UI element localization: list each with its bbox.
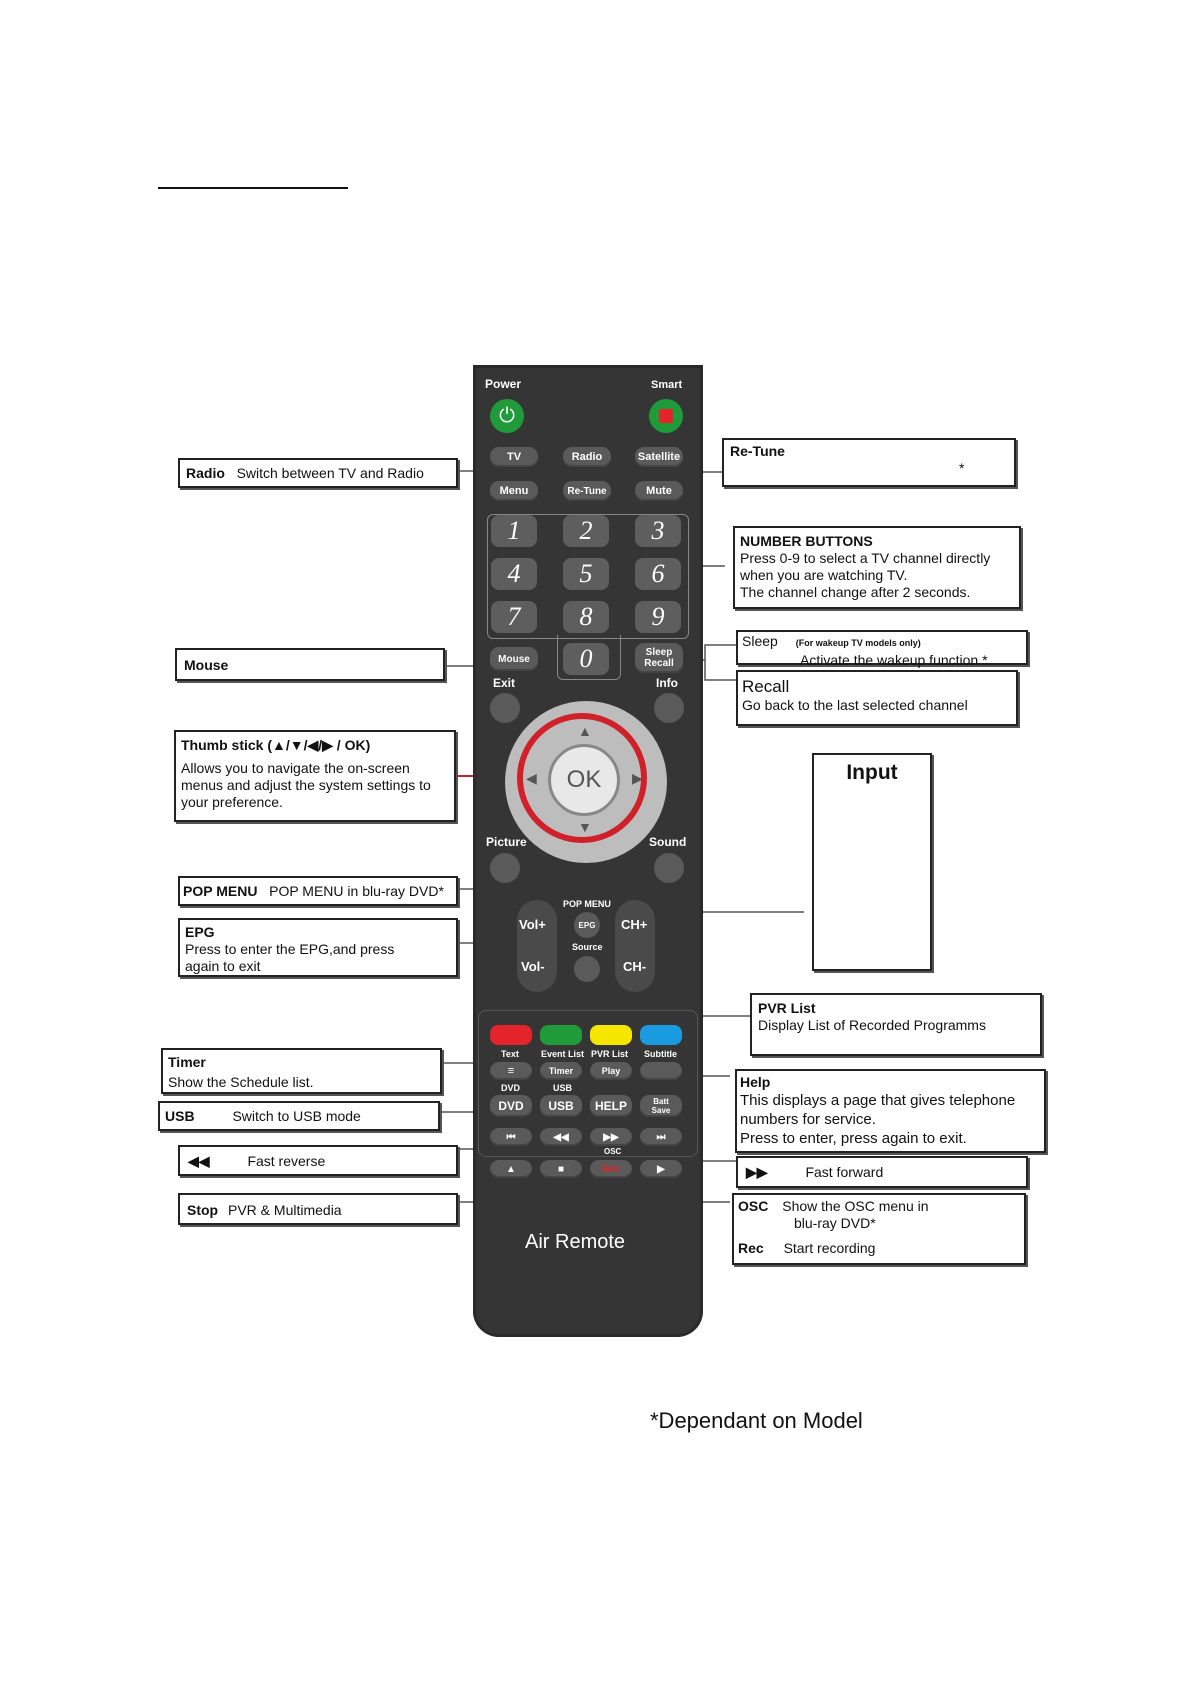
right-arrow-icon[interactable]: ▶ (632, 770, 643, 786)
exit-label: Exit (493, 676, 516, 690)
vol-minus-label: Vol- (521, 959, 545, 974)
rec-callout-title: Rec (738, 1240, 764, 1256)
popmenu-callout-title: POP MENU (183, 883, 258, 899)
picture-button[interactable] (490, 853, 520, 883)
prev-track-icon[interactable]: ⏮ (490, 1128, 532, 1146)
dvd-button[interactable]: DVD (490, 1095, 532, 1117)
stop-icon[interactable]: ■ (540, 1160, 582, 1178)
help-callout-title: Help (740, 1074, 771, 1090)
mouse-callout (175, 648, 445, 681)
smart-button[interactable] (649, 399, 683, 433)
usb-button[interactable]: USB (540, 1095, 582, 1117)
pvr-callout-title: PVR List (758, 1000, 816, 1016)
tv-button[interactable]: TV (490, 447, 538, 467)
ff-callout-text: Fast forward (805, 1164, 884, 1180)
pop-menu-label: POP MENU (563, 899, 611, 909)
number-2-button[interactable]: 2 (563, 515, 609, 547)
save-label: Save (651, 1106, 671, 1115)
ch-plus-label: CH+ (621, 917, 648, 932)
number-6-button[interactable]: 6 (635, 558, 681, 590)
channel-rocker[interactable] (615, 900, 655, 992)
number-8-button[interactable]: 8 (563, 601, 609, 633)
epg-callout-title: EPG (185, 924, 215, 940)
info-label: Info (656, 676, 678, 690)
timer-button[interactable]: Timer (540, 1062, 582, 1080)
epg-callout-line2: again to exit (185, 958, 261, 974)
number-9-button[interactable]: 9 (635, 601, 681, 633)
radio-callout (178, 458, 458, 488)
epg-button[interactable]: EPG (574, 912, 600, 938)
subtitle-button[interactable] (640, 1062, 682, 1080)
rewind-icon[interactable]: ◀◀ (540, 1128, 582, 1146)
play-pause-icon[interactable]: ▶ (640, 1160, 682, 1178)
number-callout-line3: The channel change after 2 seconds. (740, 584, 971, 600)
usb-callout-text: Switch to USB mode (232, 1108, 361, 1124)
recall-label: Recall (644, 658, 674, 669)
remote-control (473, 365, 703, 1337)
number-callout-line2: when you are watching TV. (740, 567, 908, 583)
ch-minus-label: CH- (623, 959, 647, 974)
input-callout-title: Input (846, 761, 898, 784)
number-callout-title: NUMBER BUTTONS (740, 533, 873, 549)
rewind-callout-icon: ◀◀ (188, 1153, 210, 1169)
thumb-callout-title: Thumb stick (▲/▼/◀/▶ / OK) (181, 737, 371, 753)
exit-button[interactable] (490, 693, 520, 723)
thumb-callout-line3: your preference. (181, 794, 283, 810)
red-button[interactable] (490, 1025, 532, 1045)
number-3-button[interactable]: 3 (635, 515, 681, 547)
batt-save-button[interactable] (640, 1095, 682, 1117)
osc-rec-callout (732, 1193, 1026, 1265)
mute-button[interactable]: Mute (635, 481, 683, 501)
help-callout-line2: numbers for service. (740, 1111, 876, 1128)
smart-icon (659, 409, 673, 423)
thumb-callout-line2: menus and adjust the system settings to (181, 777, 431, 793)
green-button[interactable] (540, 1025, 582, 1045)
number-0-button[interactable]: 0 (563, 643, 609, 675)
radio-button[interactable]: Radio (563, 447, 611, 467)
play-button[interactable]: Play (590, 1062, 632, 1080)
fast-reverse-callout (178, 1145, 458, 1176)
osc-callout-line2: blu-ray DVD* (794, 1215, 876, 1231)
popmenu-callout-text: POP MENU in blu-ray DVD* (269, 883, 444, 899)
yellow-button[interactable] (590, 1025, 632, 1045)
sound-button[interactable] (654, 853, 684, 883)
retune-button[interactable]: Re-Tune (563, 481, 611, 501)
sleep-callout (736, 630, 1028, 668)
usb-small-label: USB (553, 1083, 573, 1093)
help-button[interactable]: HELP (590, 1095, 632, 1117)
fast-forward-callout (736, 1156, 1028, 1188)
number-5-button[interactable]: 5 (563, 558, 609, 590)
mouse-button[interactable]: Mouse (490, 647, 538, 671)
menu-button[interactable]: Menu (490, 481, 538, 501)
usb-callout-title: USB (165, 1108, 195, 1124)
subtitle-label: Subtitle (644, 1049, 677, 1059)
next-track-icon[interactable]: ⏭ (640, 1128, 682, 1146)
text-label: Text (501, 1049, 519, 1059)
fast-forward-icon[interactable]: ▶▶ (590, 1128, 632, 1146)
help-callout-line1: This displays a page that gives telephone (740, 1092, 1016, 1109)
power-label: Power (485, 377, 522, 391)
up-arrow-icon[interactable]: ▲ (578, 723, 592, 739)
sleep-callout-note: (For wakeup TV models only) (795, 638, 921, 648)
left-arrow-icon[interactable]: ◀ (526, 770, 537, 786)
number-4-button[interactable]: 4 (491, 558, 537, 590)
picture-label: Picture (486, 835, 527, 849)
smart-label: Smart (651, 379, 683, 391)
text-button[interactable]: ≡ (490, 1062, 532, 1080)
timer-callout-text: Show the Schedule list. (168, 1074, 314, 1090)
dvd-small-label: DVD (501, 1083, 521, 1093)
radio-callout-title: Radio (186, 465, 225, 481)
info-button[interactable] (654, 693, 684, 723)
sleep-recall-button[interactable] (635, 643, 683, 673)
epg-callout-line1: Press to enter the EPG,and press (185, 941, 395, 957)
number-buttons-callout (733, 526, 1021, 609)
stop-callout (178, 1193, 458, 1225)
stop-callout-title: Stop (187, 1202, 219, 1218)
sleep-label: Sleep (645, 647, 673, 658)
input-callout (812, 753, 932, 971)
brand-label: Air Remote (525, 1231, 626, 1253)
radio-callout-text: Switch between TV and Radio (236, 465, 424, 481)
osc-callout-title: OSC (738, 1198, 769, 1214)
usb-callout (158, 1101, 440, 1131)
help-callout (735, 1069, 1046, 1153)
retune-callout-star: * (959, 460, 965, 476)
event-list-label: Event List (541, 1049, 585, 1059)
thumb-stick-callout (174, 730, 456, 822)
recall-callout-text: Go back to the last selected channel (742, 697, 968, 713)
number-1-button[interactable]: 1 (491, 515, 537, 547)
help-callout-line3: Press to enter, press again to exit. (740, 1130, 967, 1147)
source-label: Source (572, 942, 603, 952)
source-button[interactable] (574, 956, 600, 982)
ok-button[interactable]: OK (548, 744, 620, 816)
satellite-button[interactable]: Satellite (635, 447, 683, 467)
timer-callout-title: Timer (168, 1054, 206, 1070)
retune-callout-title: Re-Tune (730, 443, 785, 459)
power-icon[interactable]: ⏻ (490, 399, 524, 433)
sound-label: Sound (649, 835, 687, 849)
ff-callout-icon: ▶▶ (746, 1164, 768, 1180)
vol-plus-label: Vol+ (519, 917, 546, 932)
eject-icon[interactable]: ▲ (490, 1160, 532, 1178)
rec-callout-text: Start recording (783, 1240, 876, 1256)
epg-callout (178, 918, 458, 977)
down-arrow-icon[interactable]: ▼ (578, 819, 592, 835)
recall-callout-title: Recall (742, 677, 790, 696)
sleep-callout-title: Sleep (742, 633, 778, 649)
mouse-callout-title: Mouse (184, 657, 229, 673)
stop-callout-text: PVR & Multimedia (228, 1202, 342, 1218)
pvr-list-label: PVR List (591, 1049, 629, 1059)
recall-callout (736, 670, 1018, 726)
number-callout-line1: Press 0-9 to select a TV channel directly (740, 550, 991, 566)
osc-label: OSC (604, 1147, 622, 1156)
retune-callout (722, 438, 1016, 487)
volume-rocker[interactable] (517, 900, 557, 992)
thumb-callout-line1: Allows you to navigate the on-screen (181, 760, 410, 776)
blue-button[interactable] (640, 1025, 682, 1045)
timer-callout (161, 1048, 442, 1094)
rew-callout-text: Fast reverse (247, 1153, 326, 1169)
pvr-list-callout (750, 993, 1042, 1056)
pvr-callout-text: Display List of Recorded Programms (758, 1017, 986, 1033)
batt-label: Batt (653, 1097, 669, 1106)
osc-callout-line1: Show the OSC menu in (782, 1198, 929, 1214)
number-7-button[interactable]: 7 (491, 601, 537, 633)
sleep-callout-text: Activate the wakeup function * (800, 652, 988, 668)
rec-button[interactable]: Rec (590, 1160, 632, 1178)
pop-menu-callout (178, 876, 458, 906)
footer-note: *Dependant on Model (650, 1408, 863, 1433)
